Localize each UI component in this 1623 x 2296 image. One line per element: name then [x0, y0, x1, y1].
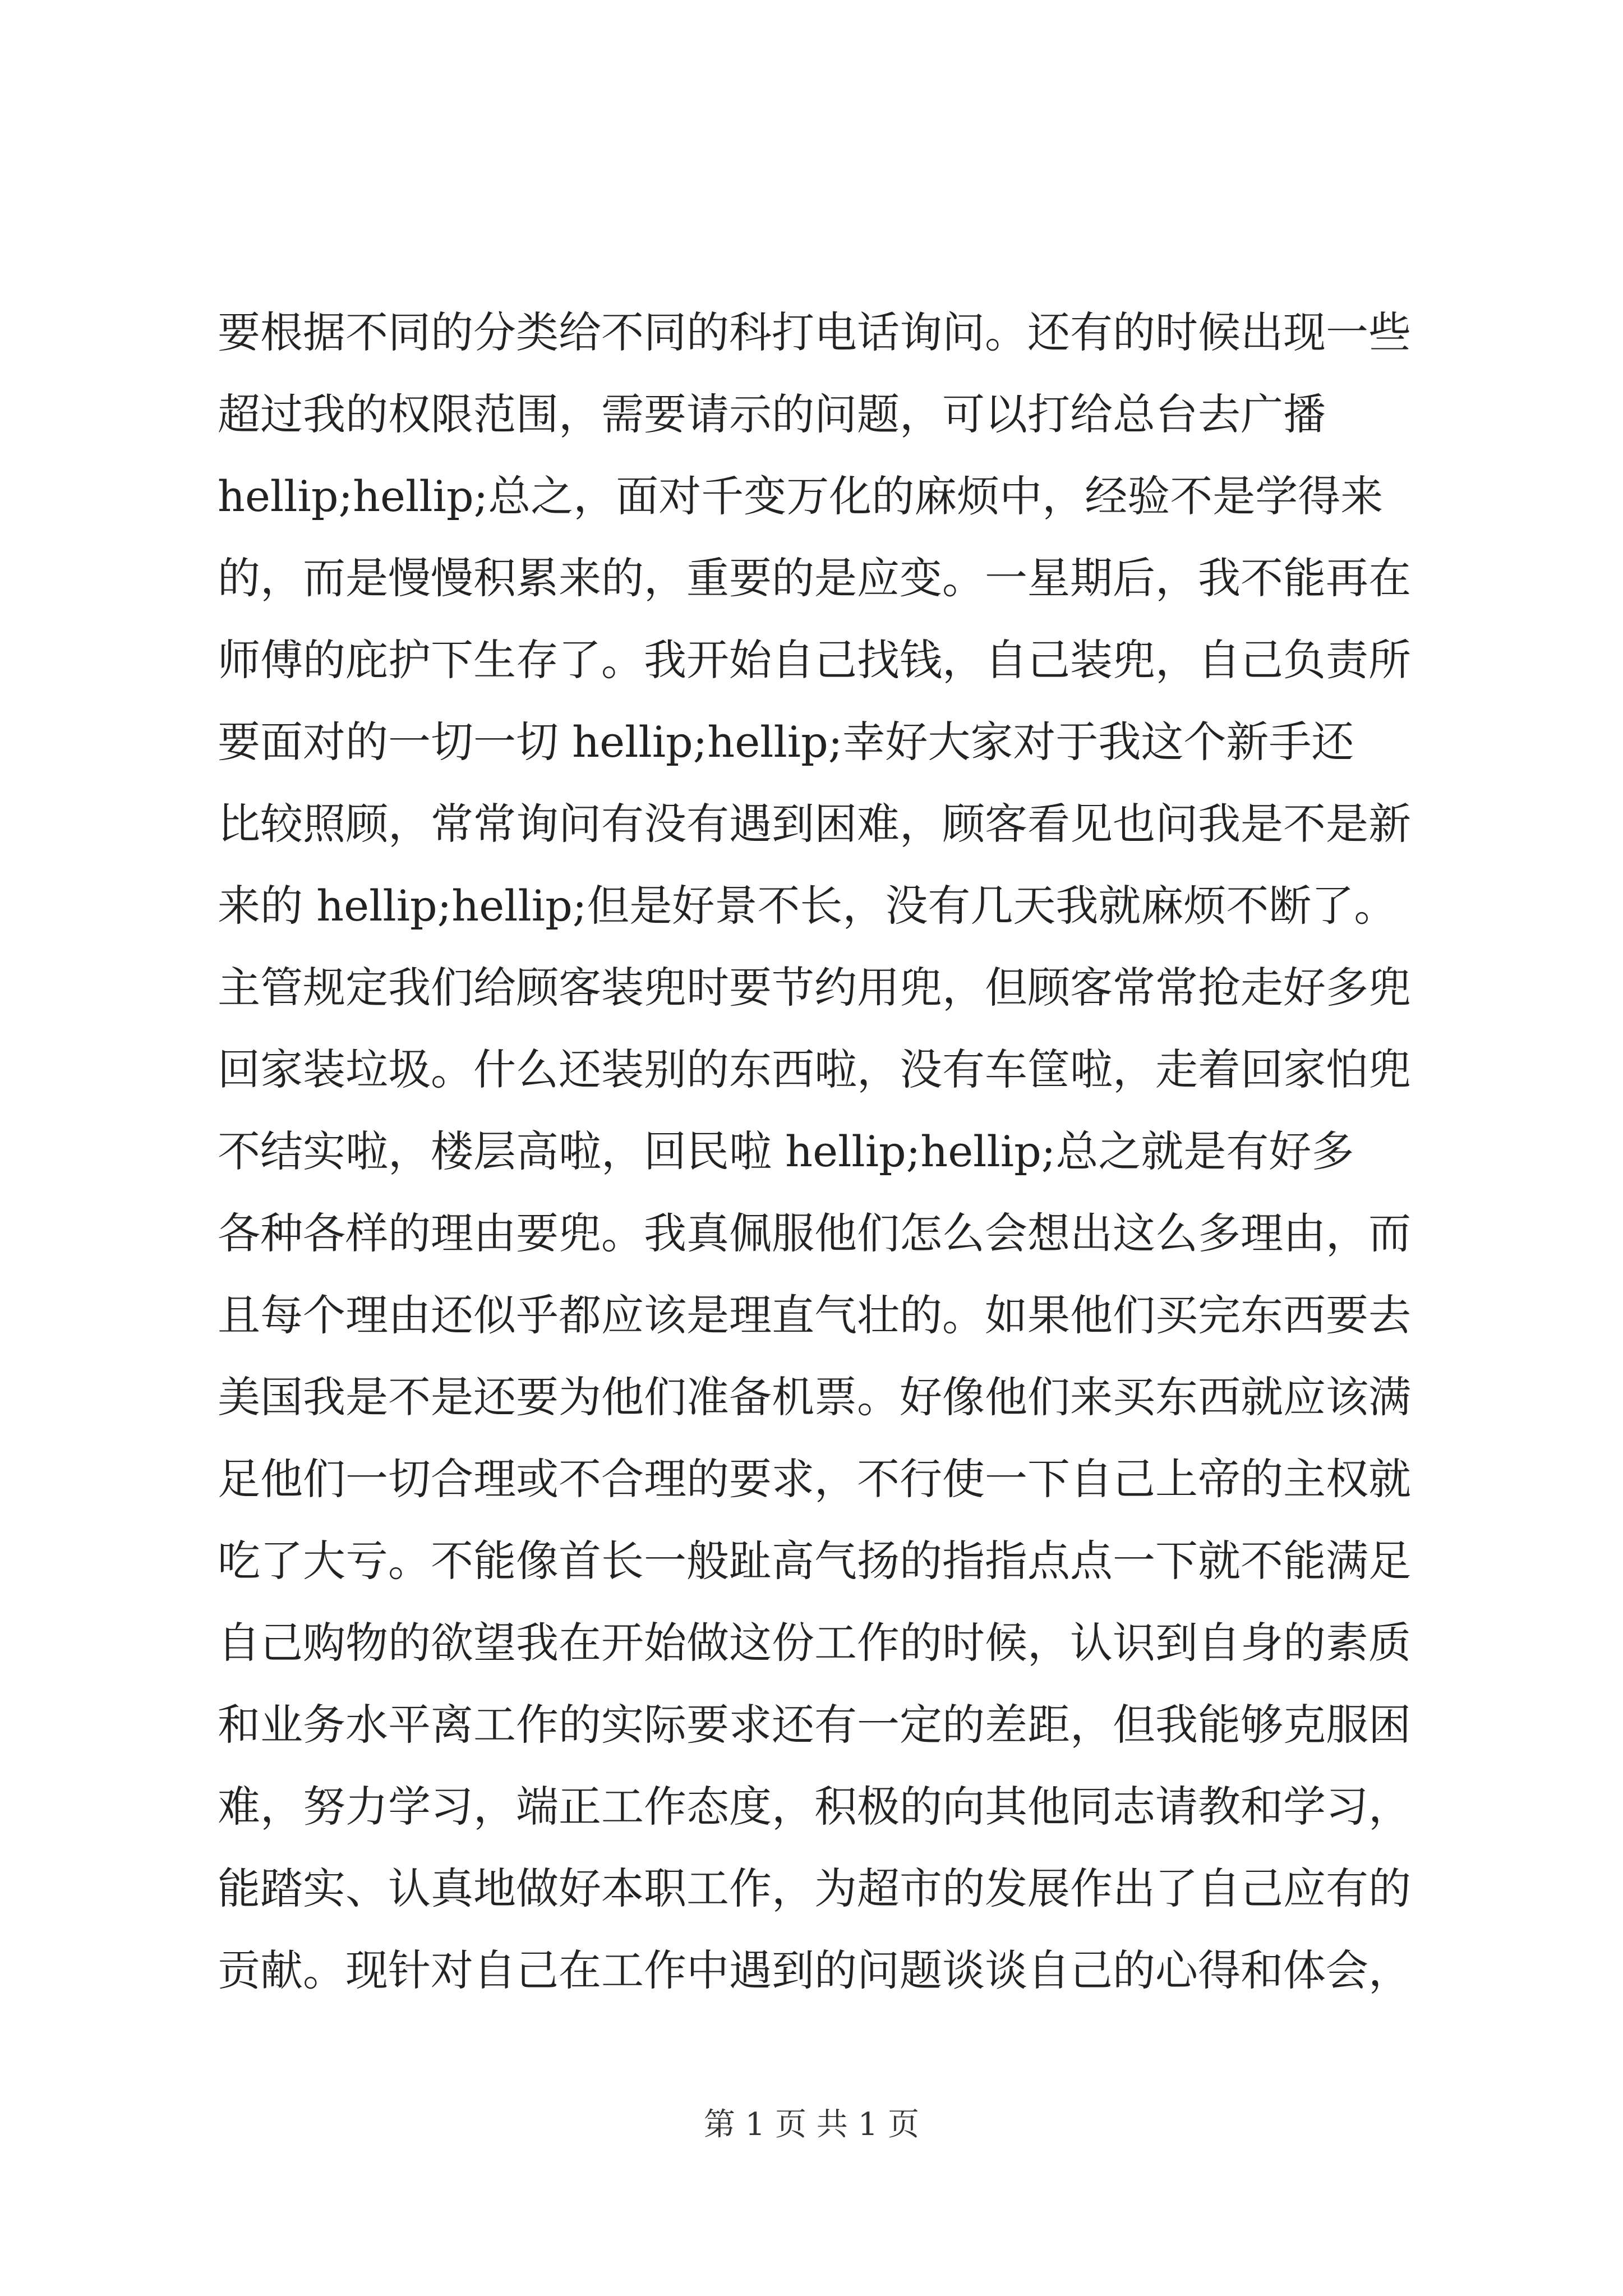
body-line: hellip;hellip;总之，面对千变万化的麻烦中，经验不是学得来 [218, 471, 1384, 521]
body-line: 不结实啦，楼层高啦，回民啦 hellip;hellip;总之就是有好多 [218, 1126, 1354, 1176]
body-line: 超过我的权限范围，需要请示的问题，可以打给总台去广播 [218, 389, 1326, 439]
body-line: 要根据不同的分类给不同的科打电话询问。还有的时候出现一些 [218, 307, 1411, 357]
body-line: 能踏实、认真地做好本职工作，为超市的发展作出了自己应有的 [218, 1864, 1411, 1913]
body-line: 的，而是慢慢积累来的，重要的是应变。一星期后，我不能再在 [218, 553, 1411, 603]
body-line: 要面对的一切一切 hellip;hellip;幸好大家对于我这个新手还 [218, 717, 1354, 767]
body-line: 贡献。现针对自己在工作中遇到的问题谈谈自己的心得和体会， [218, 1945, 1411, 1995]
body-line: 回家装垃圾。什么还装别的东西啦，没有车筐啦，走着回家怕兜 [218, 1045, 1411, 1094]
body-line: 足他们一切合理或不合理的要求，不行使一下自己上帝的主权就 [218, 1454, 1411, 1504]
body-line: 和业务水平离工作的实际要求还有一定的差距，但我能够克服困 [218, 1700, 1411, 1750]
body-line: 主管规定我们给顾客装兜时要节约用兜，但顾客常常抢走好多兜 [218, 963, 1411, 1013]
body-line: 师傅的庇护下生存了。我开始自己找钱，自己装兜，自己负责所 [218, 635, 1411, 685]
body-line: 难，努力学习，端正工作态度，积极的向其他同志请教和学习， [218, 1782, 1411, 1832]
body-line: 来的 hellip;hellip;但是好景不长，没有几天我就麻烦不断了。 [218, 881, 1397, 931]
page-footer: 第 1 页 共 1 页 [703, 2106, 920, 2143]
body-line: 各种各样的理由要兜。我真佩服他们怎么会想出这么多理由，而 [218, 1208, 1411, 1258]
body-line: 自己购物的欲望我在开始做这份工作的时候，认识到自身的素质 [218, 1618, 1411, 1668]
body-line: 且每个理由还似乎都应该是理直气壮的。如果他们买完东西要去 [218, 1290, 1411, 1340]
body-line: 吃了大亏。不能像首长一般趾高气扬的指指点点一下就不能满足 [218, 1536, 1411, 1586]
body-line: 美国我是不是还要为他们准备机票。好像他们来买东西就应该满 [218, 1372, 1411, 1422]
body-line: 比较照顾，常常询问有没有遇到困难，顾客看见也问我是不是新 [218, 799, 1411, 849]
